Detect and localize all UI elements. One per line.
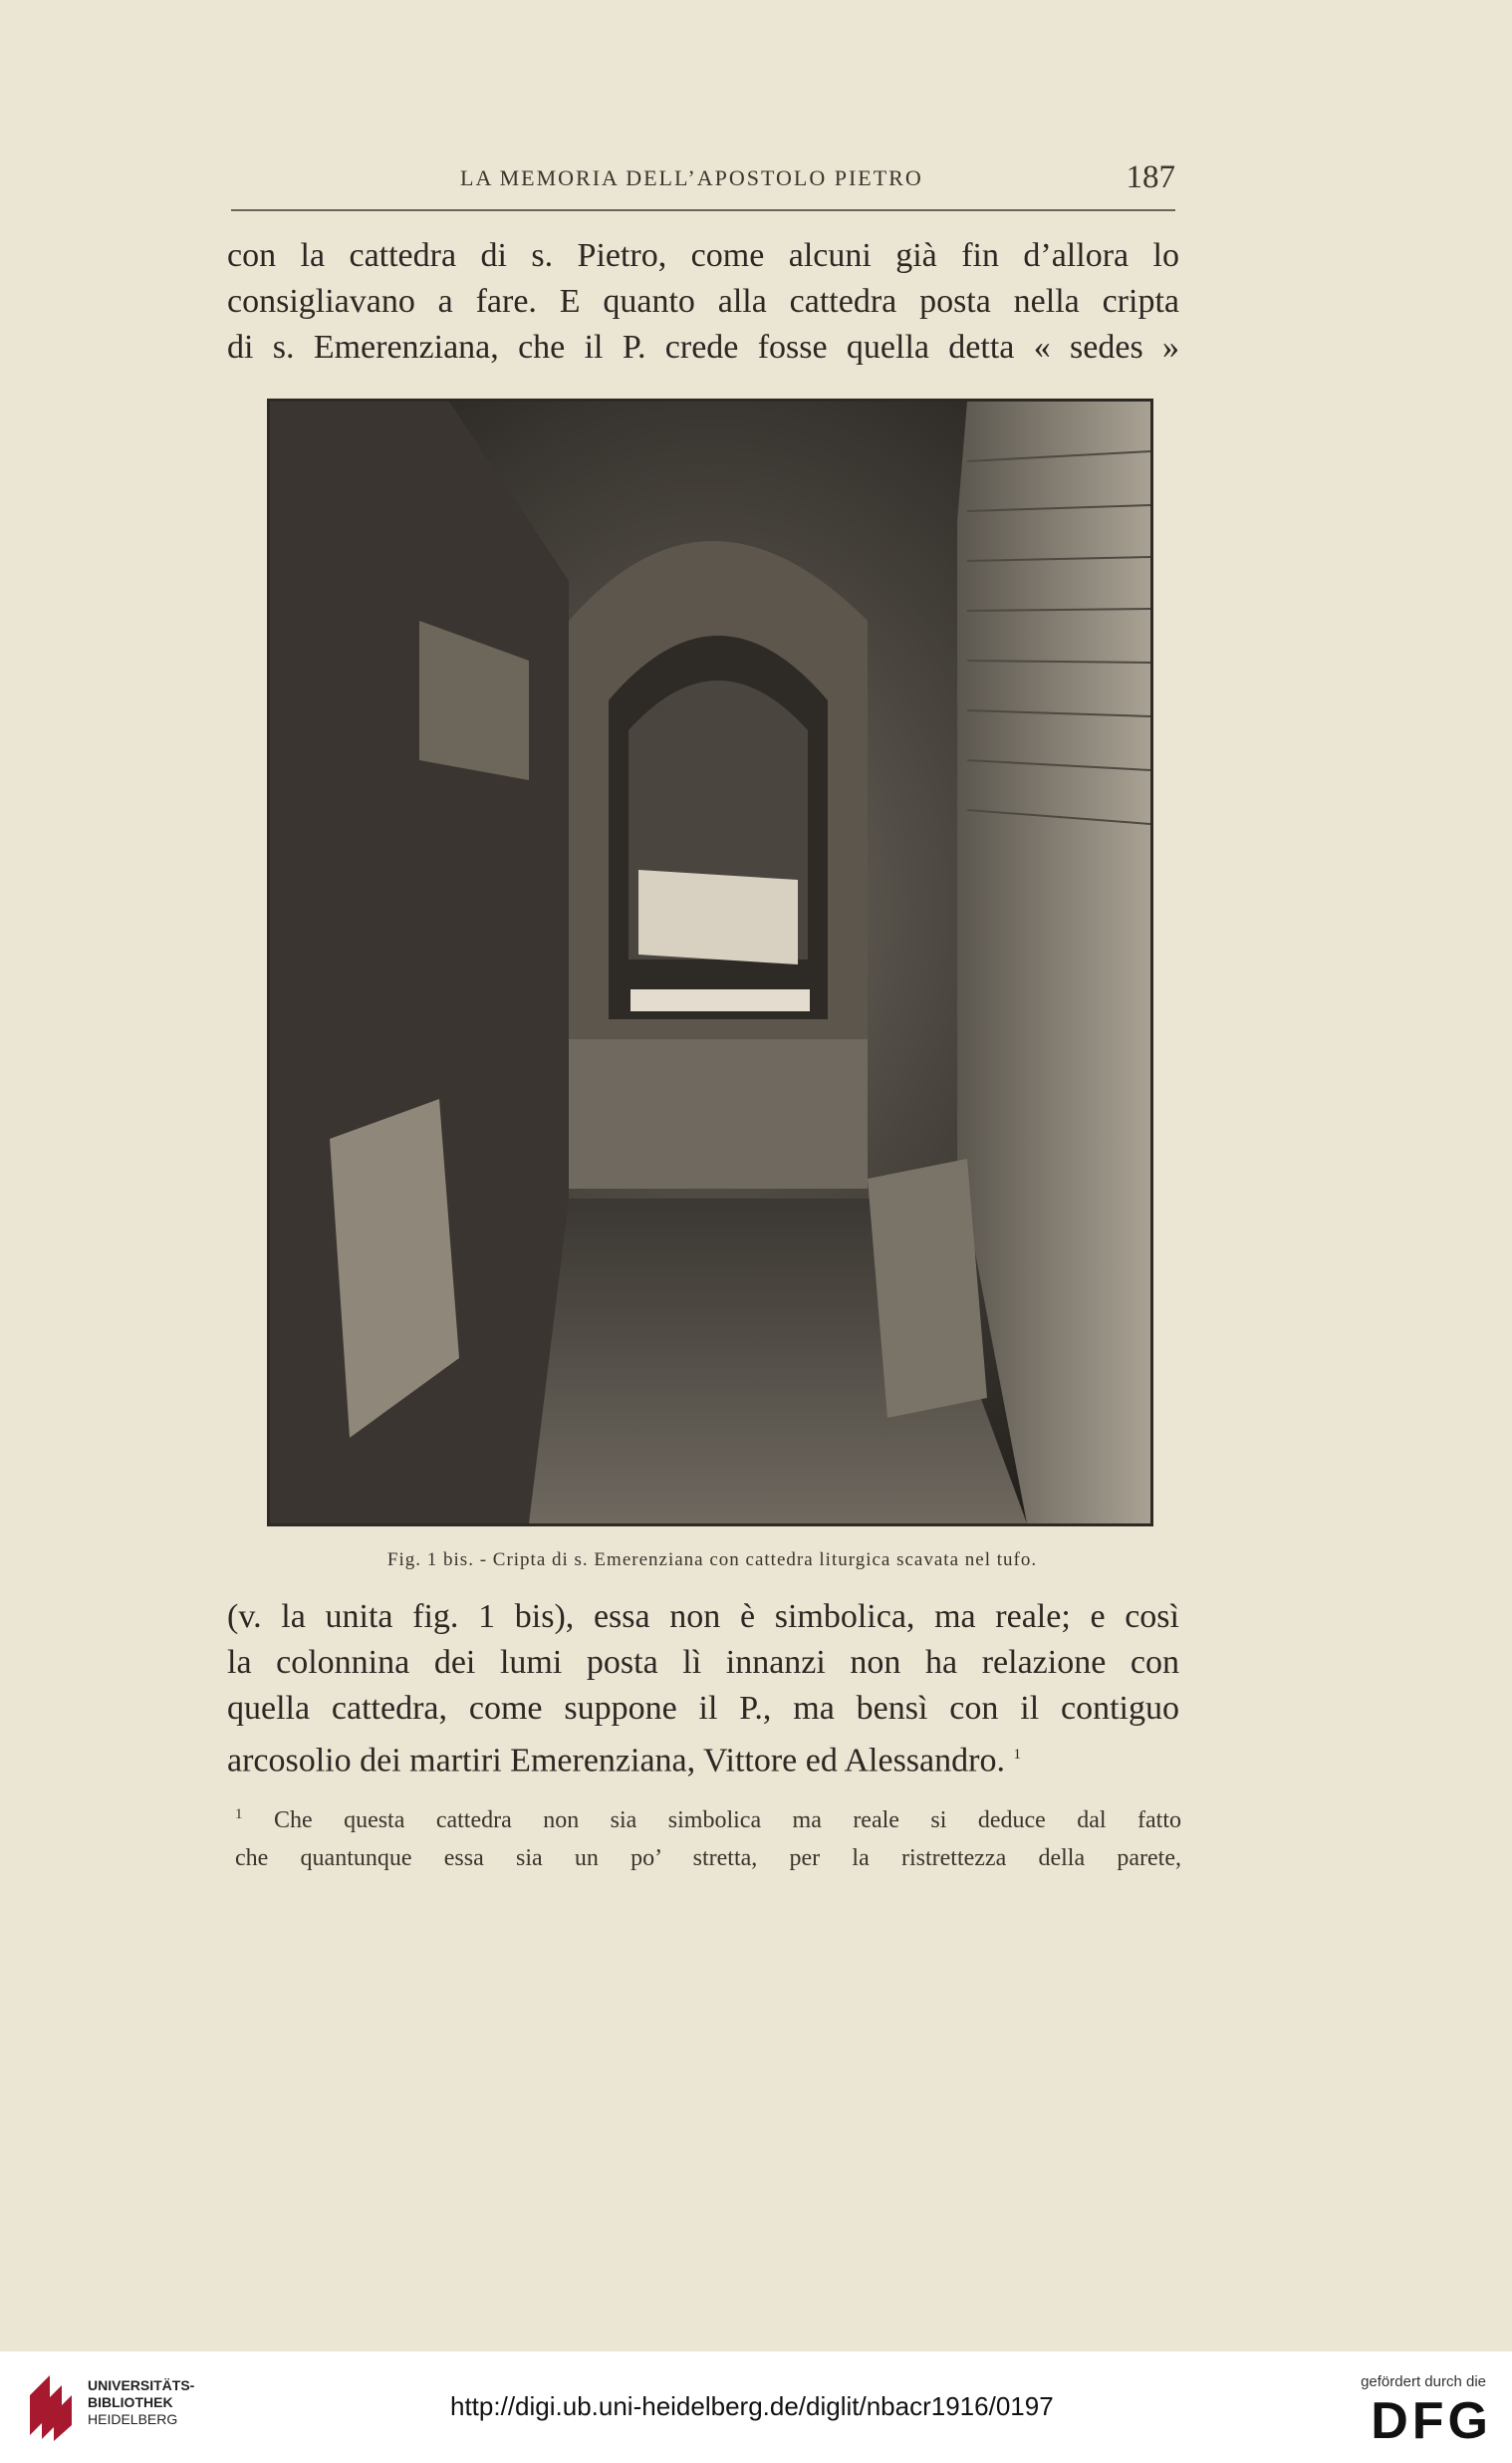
text-line: consigliavano a fare. E quanto alla cattedra posta nella cripta xyxy=(227,283,1179,320)
library-line: BIBLIOTHEK xyxy=(88,2394,173,2410)
page-number: 187 xyxy=(1126,159,1175,195)
text-line: con la cattedra di s. Pietro, come alcuni già fin d’allora lo xyxy=(227,237,1179,274)
footnote xyxy=(235,1795,1181,1877)
figure-photo-crypt xyxy=(267,399,1153,1526)
library-logo-icon xyxy=(20,2365,80,2445)
paragraph-top xyxy=(227,233,1179,371)
permalink[interactable]: http://digi.ub.uni-heidelberg.de/diglit/nbacr1916/0197 xyxy=(450,2391,1054,2421)
library-line: UNIVERSITÄTS- xyxy=(88,2377,195,2393)
figure-caption: Fig. 1 bis. - Cripta di s. Emerenziana con cattedra liturgica scavata nel tufo. xyxy=(386,1549,1038,1570)
text-line: la colonnina dei lumi posta lì innanzi non ha relazione con xyxy=(227,1644,1179,1681)
funder-note: gefördert durch die xyxy=(1361,2373,1486,2390)
text-line: (v. la unita fig. 1 bis), essa non è simbolica, ma reale; e così xyxy=(227,1598,1179,1635)
footnote-reference: 1 xyxy=(1013,1747,1021,1763)
text-line-content: arcosolio dei martiri Emerenziana, Vittore ed Alessandro. xyxy=(227,1742,1005,1779)
running-title: LA MEMORIA DELL’APOSTOLO PIETRO xyxy=(460,165,923,190)
library-line: HEIDELBERG xyxy=(88,2411,178,2427)
footnote-line xyxy=(235,1795,1181,1839)
text-line xyxy=(227,1732,1179,1783)
footnote-marker: 1 xyxy=(235,1806,243,1822)
footnote-text: Che questa cattedra non sia simbolica ma reale si deduce dal fatto xyxy=(273,1807,1181,1833)
library-name xyxy=(88,2377,194,2428)
footnote-line: che quantunque essa sia un po’ stretta, per la ristrettezza della parete, xyxy=(235,1845,1181,1871)
text-line: di s. Emerenziana, che il P. crede fosse quella detta « sedes » xyxy=(227,329,1179,366)
paragraph-bottom xyxy=(227,1594,1179,1783)
text-line: quella cattedra, come suppone il P., ma bensì con il contiguo xyxy=(227,1690,1179,1727)
header-rule xyxy=(231,209,1175,211)
digitization-footer xyxy=(0,2351,1512,2463)
dfg-logo: DFG xyxy=(1371,2392,1492,2450)
